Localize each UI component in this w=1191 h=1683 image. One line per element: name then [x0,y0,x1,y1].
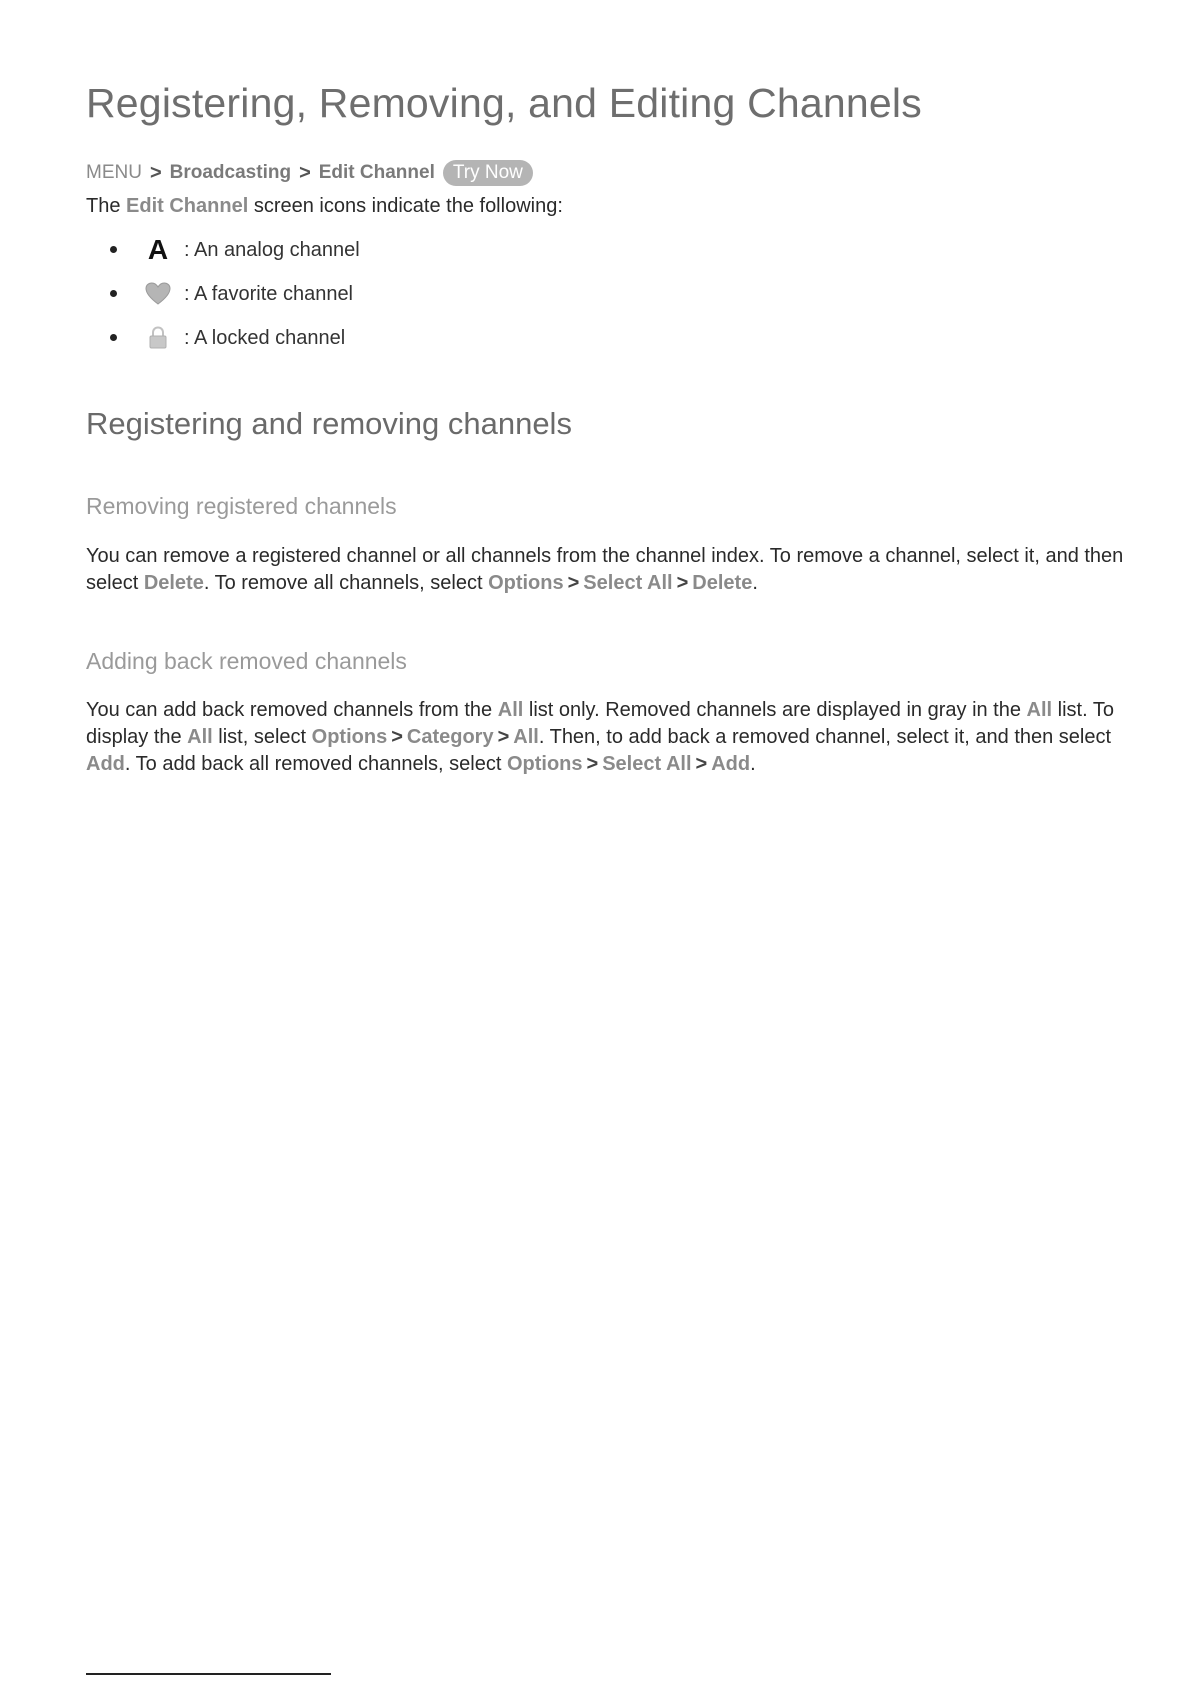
breadcrumb-broadcasting: Broadcasting [169,162,292,183]
list-item-text: : A locked channel [184,326,346,349]
heart-icon [144,279,172,309]
intro-highlight: Edit Channel [126,195,249,217]
breadcrumb-separator: > [299,161,311,184]
intro-text [86,195,563,218]
subsection-title-adding: Adding back removed channels [86,648,407,674]
options-ref: Options [488,572,564,594]
breadcrumb [86,160,533,186]
try-now-button[interactable]: Try Now [443,160,533,186]
section-title: Registering and removing channels [86,406,572,441]
add-ref: Add [86,753,125,775]
delete-ref: Delete [143,572,204,594]
intro-prefix: The [86,195,127,217]
all-ref: All [1026,699,1053,721]
options-ref: Options [311,726,388,748]
list-item-text: : An analog channel [184,238,360,261]
delete-ref: Delete [692,572,753,594]
analog-icon: A [147,234,169,265]
breadcrumb-menu: MENU [86,162,142,183]
footer-rule [86,1673,331,1675]
bullet [110,290,117,297]
category-ref: Category [406,726,494,748]
all-ref: All [497,699,524,721]
removing-paragraph: You can remove a registered channel or all channels from the channel index. To remove a channel, select it, and then select Delete. To remove all channels, select Options > Select All > Delete. [86,545,1124,594]
subsection-title-removing: Removing registered channels [86,493,397,519]
select-all-ref: Select All [602,753,692,775]
all-ref: All [513,726,539,748]
breadcrumb-edit-channel: Edit Channel [318,162,435,183]
bullet [110,246,117,253]
adding-paragraph: You can add back removed channels from the All list only. Removed channels are displayed in gray in the All list. To display the All list, select Options > Category > All. Then, to add back a removed channel, select it, and then select Add. To add back all removed channels, select Options > Select All > Add. [86,699,1114,775]
all-ref: All [187,726,213,748]
options-ref: Options [506,753,583,775]
page-title: Registering, Removing, and Editing Channels [86,80,922,126]
lock-icon [144,323,172,353]
intro-suffix: screen icons indicate the following: [248,195,563,217]
list-item-text: : A favorite channel [184,282,354,305]
select-all-ref: Select All [583,572,673,594]
bullet [110,334,117,341]
add-ref: Add [711,753,751,775]
breadcrumb-separator: > [149,161,162,184]
